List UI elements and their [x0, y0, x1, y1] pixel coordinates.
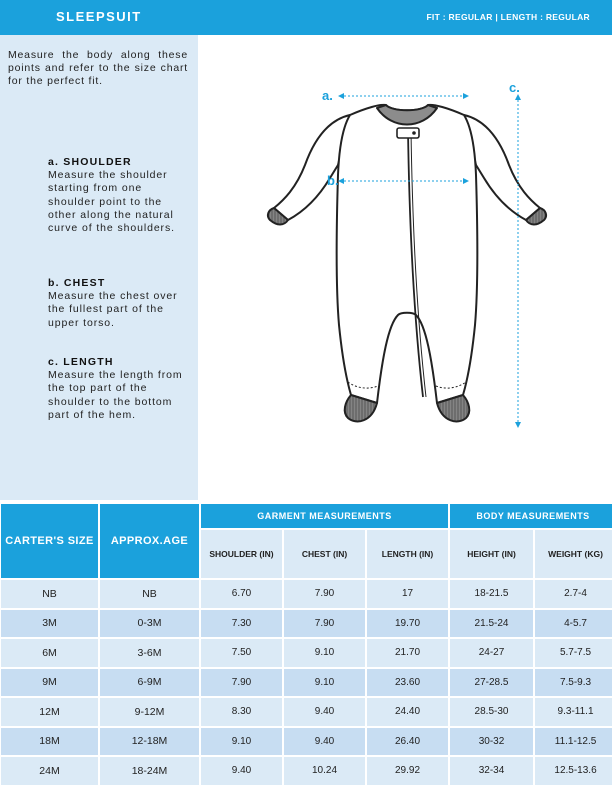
- table-row: [1, 639, 612, 667]
- shoulder-text: Measure the shoulder starting from one shoulder point to the other along the natural curve of the shoulders.: [48, 169, 175, 235]
- size-cell: 3M: [1, 610, 98, 638]
- size-table: [0, 502, 612, 787]
- weight-cell: 2.7-4: [535, 580, 612, 608]
- label-b: b.: [327, 173, 339, 188]
- length-text: Measure the length from the top part of the shoulder to the bottom part of the hem.: [48, 369, 183, 421]
- size-cell: 6M: [1, 639, 98, 667]
- page-title: SLEEPSUIT: [56, 9, 142, 24]
- length-cell: 21.70: [367, 639, 448, 667]
- age-cell: 18-24M: [100, 757, 199, 785]
- label-c: c.: [509, 80, 520, 95]
- age-cell: 3-6M: [100, 639, 199, 667]
- weight-cell: 9.3-11.1: [535, 698, 612, 726]
- age-cell: 6-9M: [100, 669, 199, 697]
- instructions-panel: [0, 35, 198, 500]
- shoulder-cell: 7.90: [201, 669, 282, 697]
- size-header: CARTER'S SIZE: [1, 504, 98, 578]
- length-title: c. LENGTH: [48, 356, 114, 368]
- weight-cell: 12.5-13.6: [535, 757, 612, 785]
- height-cell: 28.5-30: [450, 698, 533, 726]
- height-cell: 24-27: [450, 639, 533, 667]
- length-cell: 17: [367, 580, 448, 608]
- shoulder-cell: 8.30: [201, 698, 282, 726]
- size-cell: 24M: [1, 757, 98, 785]
- intro-text: Measure the body along these points and refer to the size chart for the perfect fit.: [8, 49, 188, 88]
- size-cell: 12M: [1, 698, 98, 726]
- age-cell: 12-18M: [100, 728, 199, 756]
- label-a: a.: [322, 88, 333, 103]
- table-row: [1, 698, 612, 726]
- length-instruction: [48, 356, 188, 422]
- height-cell: 27-28.5: [450, 669, 533, 697]
- weight-cell: 5.7-7.5: [535, 639, 612, 667]
- shoulder-cell: 7.30: [201, 610, 282, 638]
- table-row: [1, 757, 612, 785]
- fit-info: FIT : REGULAR | LENGTH : REGULAR: [426, 12, 590, 22]
- shoulder-cell: 6.70: [201, 580, 282, 608]
- weight-cell: 7.5-9.3: [535, 669, 612, 697]
- age-header: APPROX.AGE: [100, 504, 199, 578]
- page-header: [0, 0, 612, 35]
- chest-cell: 9.10: [284, 669, 365, 697]
- table-row: [1, 610, 612, 638]
- height-column-header: HEIGHT (IN): [450, 530, 533, 578]
- shoulder-column-header: SHOULDER (IN): [201, 530, 282, 578]
- weight-column-header: WEIGHT (KG): [535, 530, 612, 578]
- length-cell: 23.60: [367, 669, 448, 697]
- chest-cell: 10.24: [284, 757, 365, 785]
- chest-cell: 7.90: [284, 580, 365, 608]
- age-cell: 9-12M: [100, 698, 199, 726]
- size-cell: 9M: [1, 669, 98, 697]
- height-cell: 32-34: [450, 757, 533, 785]
- chest-cell: 9.10: [284, 639, 365, 667]
- height-cell: 21.5-24: [450, 610, 533, 638]
- length-column-header: LENGTH (IN): [367, 530, 448, 578]
- length-cell: 19.70: [367, 610, 448, 638]
- sleepsuit-diagram: [198, 35, 612, 500]
- shoulder-cell: 7.50: [201, 639, 282, 667]
- length-cell: 24.40: [367, 698, 448, 726]
- size-cell: NB: [1, 580, 98, 608]
- age-cell: NB: [100, 580, 199, 608]
- table-row: [1, 728, 612, 756]
- weight-cell: 11.1-12.5: [535, 728, 612, 756]
- table-row: [1, 669, 612, 697]
- chest-title: b. CHEST: [48, 277, 106, 289]
- chest-text: Measure the chest over the fullest part of the upper torso.: [48, 290, 178, 329]
- size-cell: 18M: [1, 728, 98, 756]
- shoulder-cell: 9.10: [201, 728, 282, 756]
- length-cell: 29.92: [367, 757, 448, 785]
- age-cell: 0-3M: [100, 610, 199, 638]
- shoulder-title: a. SHOULDER: [48, 156, 132, 168]
- chest-cell: 9.40: [284, 698, 365, 726]
- chest-instruction: [48, 277, 188, 330]
- table-row: [1, 580, 612, 608]
- sleepsuit-outline: [268, 105, 546, 422]
- chest-cell: 7.90: [284, 610, 365, 638]
- height-cell: 30-32: [450, 728, 533, 756]
- body-measurements-header: BODY MEASUREMENTS: [450, 504, 612, 528]
- shoulder-cell: 9.40: [201, 757, 282, 785]
- length-cell: 26.40: [367, 728, 448, 756]
- chest-cell: 9.40: [284, 728, 365, 756]
- shoulder-instruction: [48, 156, 188, 235]
- chest-column-header: CHEST (IN): [284, 530, 365, 578]
- size-chart: [0, 502, 612, 787]
- garment-measurements-header: GARMENT MEASUREMENTS: [201, 504, 448, 528]
- weight-cell: 4-5.7: [535, 610, 612, 638]
- height-cell: 18-21.5: [450, 580, 533, 608]
